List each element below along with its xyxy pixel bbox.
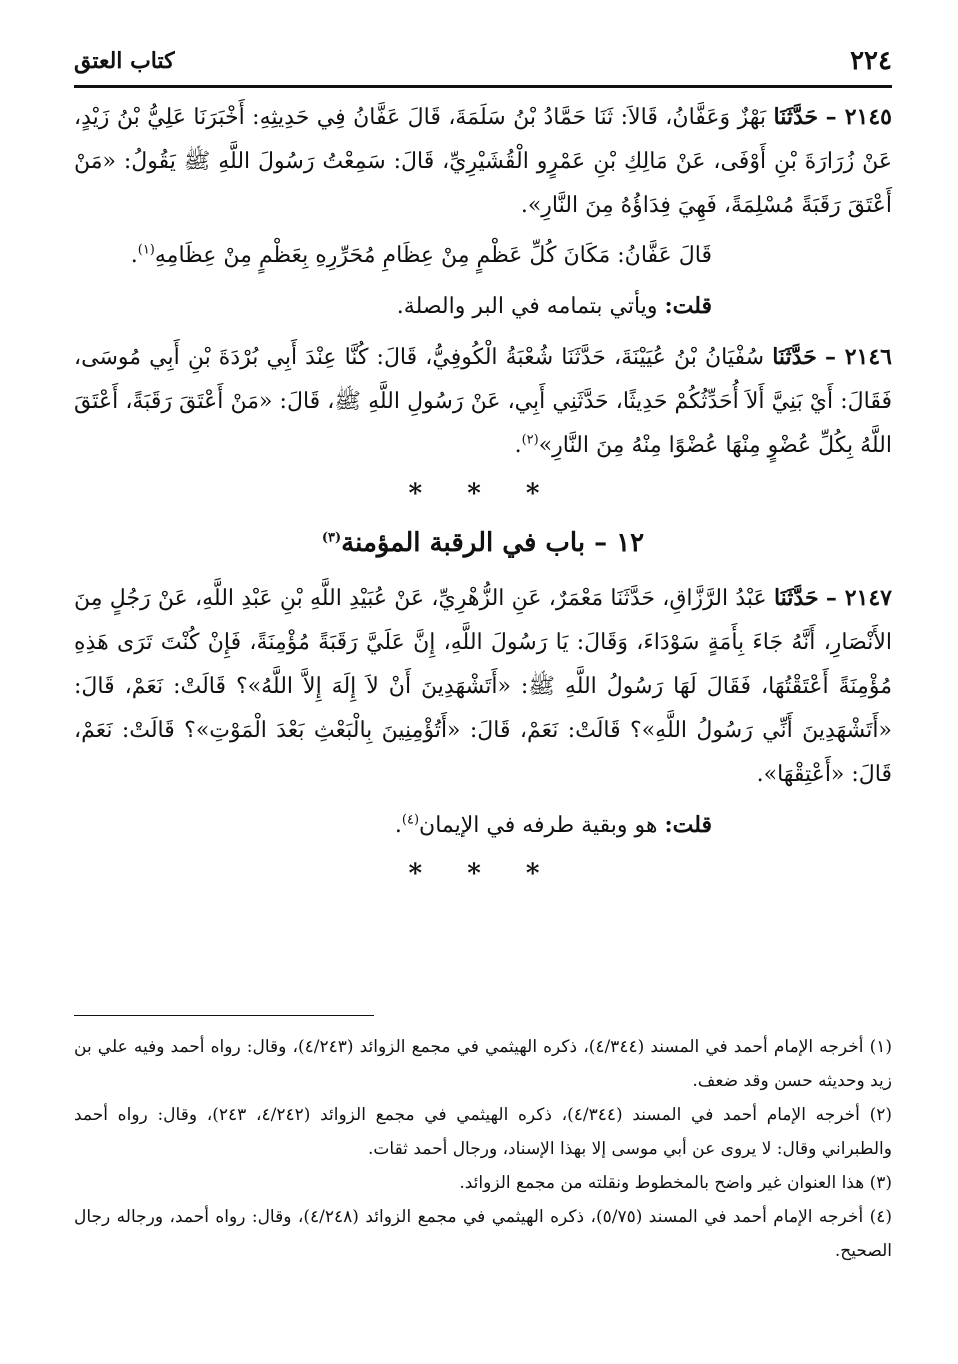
main-text [74,95,892,898]
chapter-heading [74,518,892,568]
footnote-ref: (١) [137,242,155,258]
footnote-4: (٤) أخرجه الإمام أحمد في المسند (٥/٧٥)، ذكره الهيثمي في مجمع الزوائد (٤/٢٤٨)، وقال: رواه أحمد، ورجاله رجال الصحيح. [74,1207,892,1261]
footnote-ref: (٣) [321,530,342,546]
page-header [74,40,892,80]
footnotes [74,1030,892,1268]
hadith-opening: حَدَّثَنَا [773,104,819,130]
running-title: كتاب العتق [74,48,175,74]
qult-note-2 [74,803,892,848]
footnote-1: (١) أخرجه الإمام أحمد في المسند (٤/٣٤٤)، ذكره الهيثمي في مجمع الزوائد (٤/٢٤٣)، وقال: رواه أحمد وفيه علي بن زيد وحديثه حسن وقد ضعف. [74,1037,892,1091]
footnote-rule [74,1015,374,1016]
hadith-number: ٢١٤٥ – [825,104,892,130]
hadith-2145 [74,95,892,228]
qult-text: ويأتي بتمامه في البر والصلة. [396,294,658,319]
book-page [74,40,892,1340]
hadith-number: ٢١٤٦ – [824,344,892,370]
hadith-2147 [74,576,892,797]
hadith-opening: حَدَّثَنَا [773,585,819,611]
hadith-text: عَبْدُ الرَّزَّاقِ، حَدَّثَنَا مَعْمَرٌ، عَنِ الزُّهْرِيِّ، عَنْ عُبَيْدِ اللَّهِ بْنِ عَبْدِ اللَّهِ، عَنْ رَجُلٍ مِنَ الأَنْصَارِ، أَنَّهُ جَاءَ بِأَمَةٍ سَوْدَاءَ، وَقَالَ: يَا رَسُولَ اللَّهِ، إِنَّ عَلَيَّ رَقَبَةً مُؤْمِنَةً، فَإِنْ كُنْتَ تَرَى هَذِهِ مُؤْمِنَةً أَعْتَقْتُهَا، فَقَالَ لَهَا رَسُولُ اللَّهِ ﷺ: «أَتَشْهَدِينَ أَنْ لاَ إِلَهَ إِلاَّ اللَّهُ»؟ قَالَتْ: نَعَمْ، قَالَ: «أَتَشْهَدِينَ أَنِّي رَسُولُ اللَّهِ»؟ قَالَتْ: نَعَمْ، قَالَ: «أَتُؤْمِنِينَ بِالْبَعْثِ بَعْدَ الْمَوْتِ»؟ قَالَتْ: نَعَمْ، قَالَ: «أَعْتِقْهَا». [74,586,892,787]
footnote-2: (٢) أخرجه الإمام أحمد في المسند (٤/٣٤٤)، ذكره الهيثمي في مجمع الزوائد (٤/٢٤٢، ٢٤٣)، وقال: رواه أحمد والطبراني وقال: لا يروى عن أبي موسى إلا بهذا الإسناد، ورجال أحمد ثقات. [74,1105,893,1159]
section-separator: * * * [408,859,558,889]
hadith-opening: حَدَّثَنَا [772,344,817,370]
qult-end: . [394,813,402,838]
qult-label: قلت: [664,812,712,838]
footnote-ref: (٢) [521,432,539,448]
header-rule [74,85,892,88]
page-number: ٢٢٤ [850,46,892,76]
section-separator: * * * [408,479,558,509]
footnote-ref: (٤) [401,812,420,828]
hadith-2146: ٢١٤٦ – حَدَّثَنَا سُفْيَانُ بْنُ عُيَيْنَةَ، حَدَّثَنَا شُعْبَةُ الْكُوفِيُّ، قَالَ: كُنَّا عِنْدَ أَبِي بُرْدَةَ بْنِ أَبِي مُوسَى، فَقَالَ: أَيْ بَنِيَّ أَلاَ أُحَدِّثُكُمْ حَدِيثًا، حَدَّثَنِي أَبِي، عَنْ رَسُولِ اللَّهِ ﷺ، قَالَ: «مَنْ أَعْتَقَ رَقَبَةً، أَعْتَقَ اللَّهُ بِكُلِّ عُضْوٍ مِنْهَا عُضْوًا مِنْهُ مِنَ النَّارِ»$^{(٢)}$. [74,344,892,458]
hadith-text: سُفْيَانُ بْنُ عُيَيْنَةَ، حَدَّثَنَا شُعْبَةُ الْكُوفِيُّ، قَالَ: كُنَّا عِنْدَ أَبِي بُرْدَةَ بْنِ أَبِي مُوسَى، فَقَالَ: أَيْ بَنِيَّ أَلاَ أُحَدِّثُكُمْ حَدِيثًا، حَدَّثَنِي أَبِي، عَنْ رَسُولِ اللَّهِ ﷺ، قَالَ: «مَنْ أَعْتَقَ رَقَبَةً، أَعْتَقَ اللَّهُ بِكُلِّ عُضْوٍ مِنْهَا عُضْوًا مِنْهُ مِنَ النَّارِ» [74,345,892,458]
footnote-3: (٣) هذا العنوان غير واضح بالمخطوط ونقلته من مجمع الزوائد. [459,1173,892,1193]
hadith-number: ٢١٤٧ – [825,585,892,611]
chapter-title: ١٢ – باب في الرقبة المؤمنة [341,528,645,558]
affan-note: قَالَ عَفَّانُ: مَكَانَ كُلِّ عَظْمٍ مِنْ عِظَامِ مُحَرِّرِهِ بِعَظْمٍ مِنْ عِظَامِهِ$^{(١)}$. [130,242,712,268]
qult-note-1 [74,284,892,329]
qult-text: هو وبقية طرفه في الإيمان [419,813,658,838]
affan-note-text: قَالَ عَفَّانُ: مَكَانَ كُلِّ عَظْمٍ مِنْ عِظَامِ مُحَرِّرِهِ بِعَظْمٍ مِنْ عِظَامِهِ [154,243,712,268]
qult-label: قلت: [664,293,712,319]
hadith-text: بَهْزٌ وَعَفَّانُ، قَالاَ: ثَنَا حَمَّادُ بْنُ سَلَمَةَ، قَالَ عَفَّانُ فِي حَدِيثِهِ: أَخْبَرَنَا عَلِيُّ بْنُ زَيْدٍ، عَنْ زُرَارَةَ بْنِ أَوْفَى، عَنْ مَالِكِ بْنِ عَمْرٍو الْقُشَيْرِيِّ، قَالَ: سَمِعْتُ رَسُولَ اللَّهِ ﷺ يَقُولُ: «مَنْ أَعْتَقَ رَقَبَةً مُسْلِمَةً، فَهِيَ فِدَاؤُهُ مِنَ النَّارِ». [74,105,892,218]
